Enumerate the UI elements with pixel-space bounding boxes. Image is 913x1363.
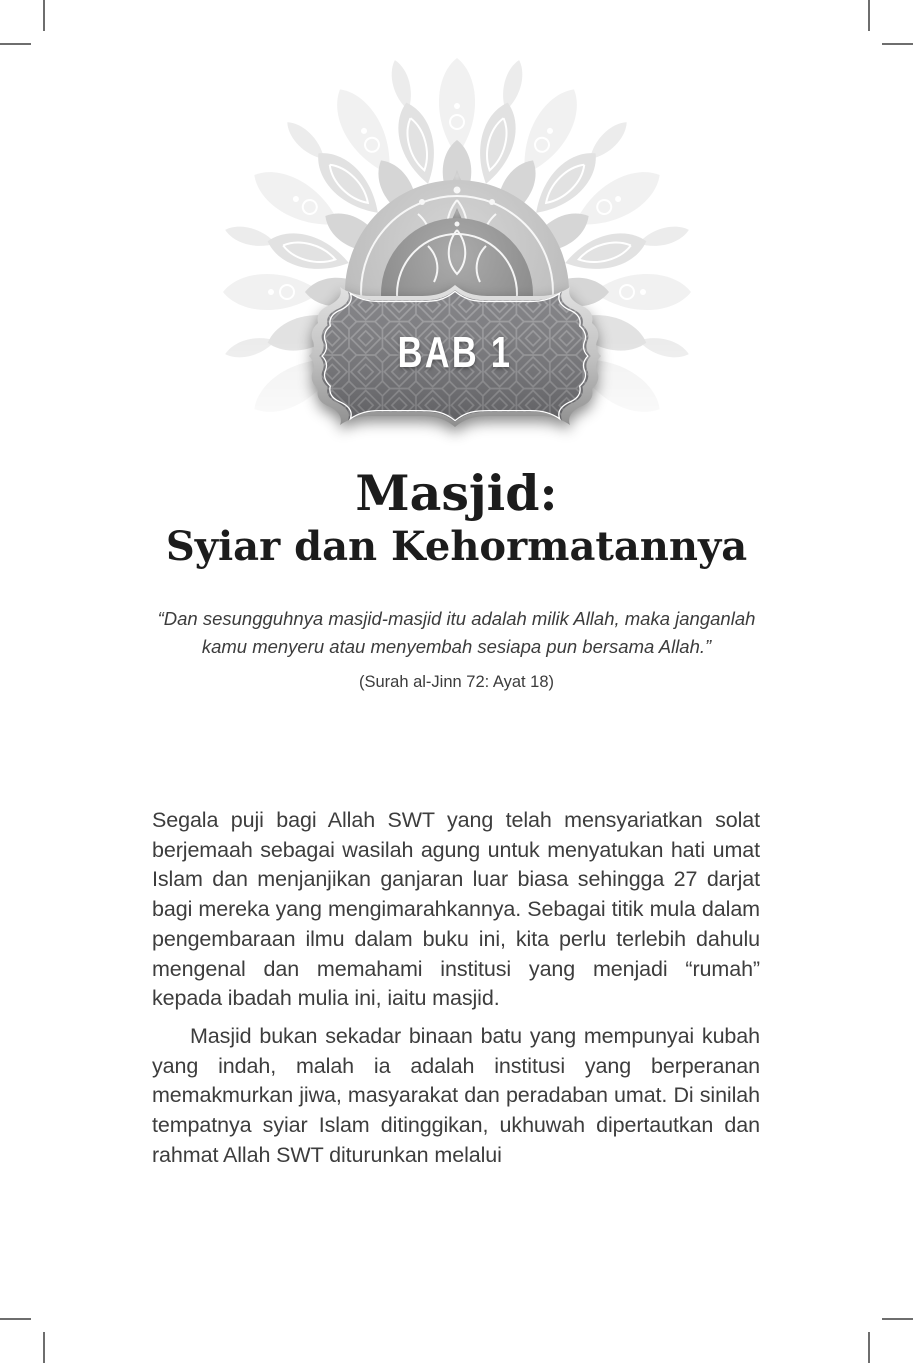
trim-mark-top-left-vertical xyxy=(43,0,45,31)
trim-mark-bottom-left-vertical xyxy=(43,1332,45,1363)
epigraph-quote-line1: “Dan sesungguhnya masjid-masjid itu adalah milik Allah, maka janganlah xyxy=(157,608,756,629)
chapter-title-line1: Masjid: xyxy=(355,464,558,522)
chapter-badge-label: BAB 1 xyxy=(397,328,513,377)
body-text xyxy=(152,806,760,1170)
trim-mark-bottom-left-horizontal xyxy=(0,1318,31,1320)
trim-mark-top-left-horizontal xyxy=(0,43,31,45)
trim-mark-top-right-horizontal xyxy=(882,43,913,45)
islamic-geometric-plaque xyxy=(305,283,605,429)
trim-mark-bottom-right-vertical xyxy=(868,1332,870,1363)
chapter-title-line2: Syiar dan Kehormatannya xyxy=(165,523,748,570)
epigraph-quote-line2: kamu menyeru atau menyembah sesiapa pun bersama Allah.” xyxy=(201,636,712,657)
trim-mark-top-right-vertical xyxy=(868,0,870,31)
trim-mark-bottom-right-horizontal xyxy=(882,1318,913,1320)
paragraph: Masjid bukan sekadar binaan batu yang mempunyai kubah yang indah, malah ia adalah institusi yang berperanan memakmurkan jiwa, masyarakat dan peradaban umat. Di sinilah tempatnya syiar Islam ditinggikan, ukhuwah dipertautkan dan rahmat Allah SWT diturunkan melalui xyxy=(152,1023,760,1167)
epigraph-quote xyxy=(0,605,913,661)
paragraph: Segala puji bagi Allah SWT yang telah mensyariatkan solat berjemaah sebagai wasilah agung untuk menyatukan hati umat Islam dan menjanjikan ganjaran luar biasa sehingga 27 darjat bagi mereka yang mengimarahkannya. Sebagai titik mula dalam pengembaraan ilmu dalam buku ini, kita perlu terlebih dahulu mengenal dan memahami institusi yang menjadi “rumah” kepada ibadah mulia ini, iaitu masjid. xyxy=(152,808,760,1011)
epigraph-source: (Surah al-Jinn 72: Ayat 18) xyxy=(358,673,555,691)
